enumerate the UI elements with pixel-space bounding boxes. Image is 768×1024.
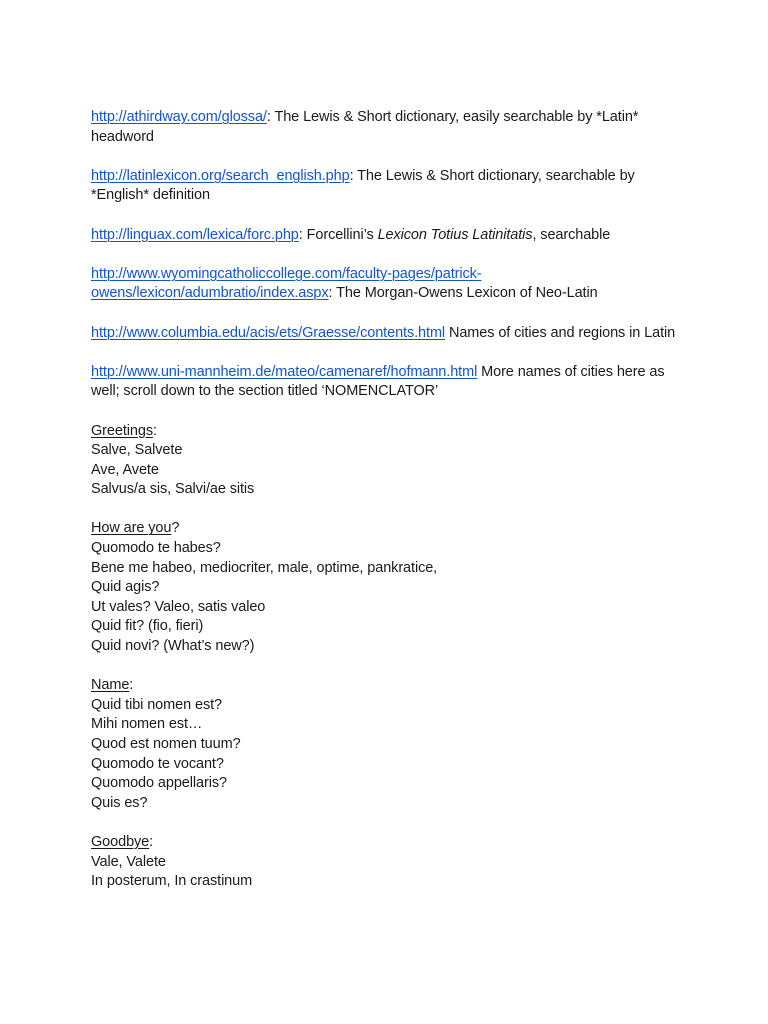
resource-entry-glossa: [91, 108, 678, 147]
section-heading: [91, 519, 678, 539]
link-wyoming-lexicon-line2[interactable]: owens/lexicon/adumbratio/index.aspx: [91, 285, 329, 302]
link-wyoming-lexicon-line1[interactable]: http://www.wyomingcatholiccollege.com/faculty-pages/patrick-: [91, 265, 482, 282]
resource-description: Names of cities and regions in Latin: [445, 324, 676, 341]
resource-entry-columbia-graesse: [91, 324, 678, 344]
section-goodbye: [91, 833, 678, 892]
phrase-line: Mihi nomen est…: [91, 716, 203, 733]
resource-entry-forcellini: [91, 226, 678, 246]
phrase-line: Quid fit? (fio, fieri): [91, 618, 204, 635]
phrase-line: Quid tibi nomen est?: [91, 696, 222, 713]
heading-text: How are you: [91, 520, 172, 537]
phrase-line: Quomodo te habes?: [91, 540, 221, 557]
heading-punct: ?: [171, 520, 180, 537]
phrase-line: Quid agis?: [91, 579, 160, 596]
link-columbia-graesse[interactable]: http://www.columbia.edu/acis/ets/Graesse/contents.html: [91, 324, 446, 341]
section-heading: [91, 422, 678, 442]
phrase-line: Salve, Salvete: [91, 442, 183, 459]
phrase-line: Bene me habeo, mediocriter, male, optime, pankratice,: [91, 559, 438, 576]
link-linguax-forcellini[interactable]: http://linguax.com/lexica/forc.php: [91, 226, 299, 243]
phrase-line: Vale, Valete: [91, 853, 166, 870]
link-latinlexicon-search[interactable]: http://latinlexicon.org/search_english.php: [91, 167, 350, 184]
resource-description-post: , searchable: [532, 226, 611, 243]
section-heading: [91, 676, 678, 696]
phrase-line: Quomodo appellaris?: [91, 775, 227, 792]
phrase-line: Ut vales? Valeo, satis valeo: [91, 598, 266, 615]
phrase-line: Quod est nomen tuum?: [91, 736, 241, 752]
resource-description: More names of cities here as well; scroll down to the section titled ‘NOMENCLATOR’: [91, 363, 665, 400]
link-mannheim-hofmann[interactable]: http://www.uni-mannheim.de/mateo/camenaref/hofmann.html: [91, 363, 478, 380]
phrase-line: Quomodo te vocant?: [91, 755, 224, 772]
resource-description: : The Morgan-Owens Lexicon of Neo-Latin: [328, 285, 598, 302]
phrase-line: Salvus/a sis, Salvi/ae sitis: [91, 481, 255, 498]
section-how-are-you: [91, 519, 678, 656]
link-athirdway-glossa[interactable]: http://athirdway.com/glossa/: [91, 109, 267, 125]
heading-punct: :: [149, 833, 154, 850]
resource-entry-mannheim-hofmann: [91, 363, 678, 402]
lexicon-title: Lexicon Totius Latinitatis: [377, 226, 533, 243]
phrase-line: Ave, Avete: [91, 461, 159, 478]
resource-description-pre: : Forcellini’s: [298, 226, 378, 243]
phrase-line: In posterum, In crastinum: [91, 873, 253, 890]
resource-description: : The Lewis & Short dictionary, searchable by *English* definition: [91, 167, 635, 204]
heading-punct: :: [129, 677, 134, 694]
resource-entry-morgan-owens: [91, 265, 678, 304]
phrase-line: Quid novi? (What’s new?): [91, 638, 255, 655]
resource-entry-latinlexicon: [91, 167, 678, 206]
section-heading: [91, 833, 678, 853]
phrase-line: Quis es?: [91, 794, 148, 811]
resource-description: : The Lewis & Short dictionary, easily searchable by *Latin* headword: [91, 109, 639, 145]
heading-text: Name: [91, 677, 130, 694]
section-name: [91, 676, 678, 813]
section-greetings: [91, 422, 678, 500]
heading-punct: :: [152, 422, 157, 439]
heading-text: Greetings: [91, 422, 153, 439]
heading-text: Goodbye: [91, 833, 150, 850]
